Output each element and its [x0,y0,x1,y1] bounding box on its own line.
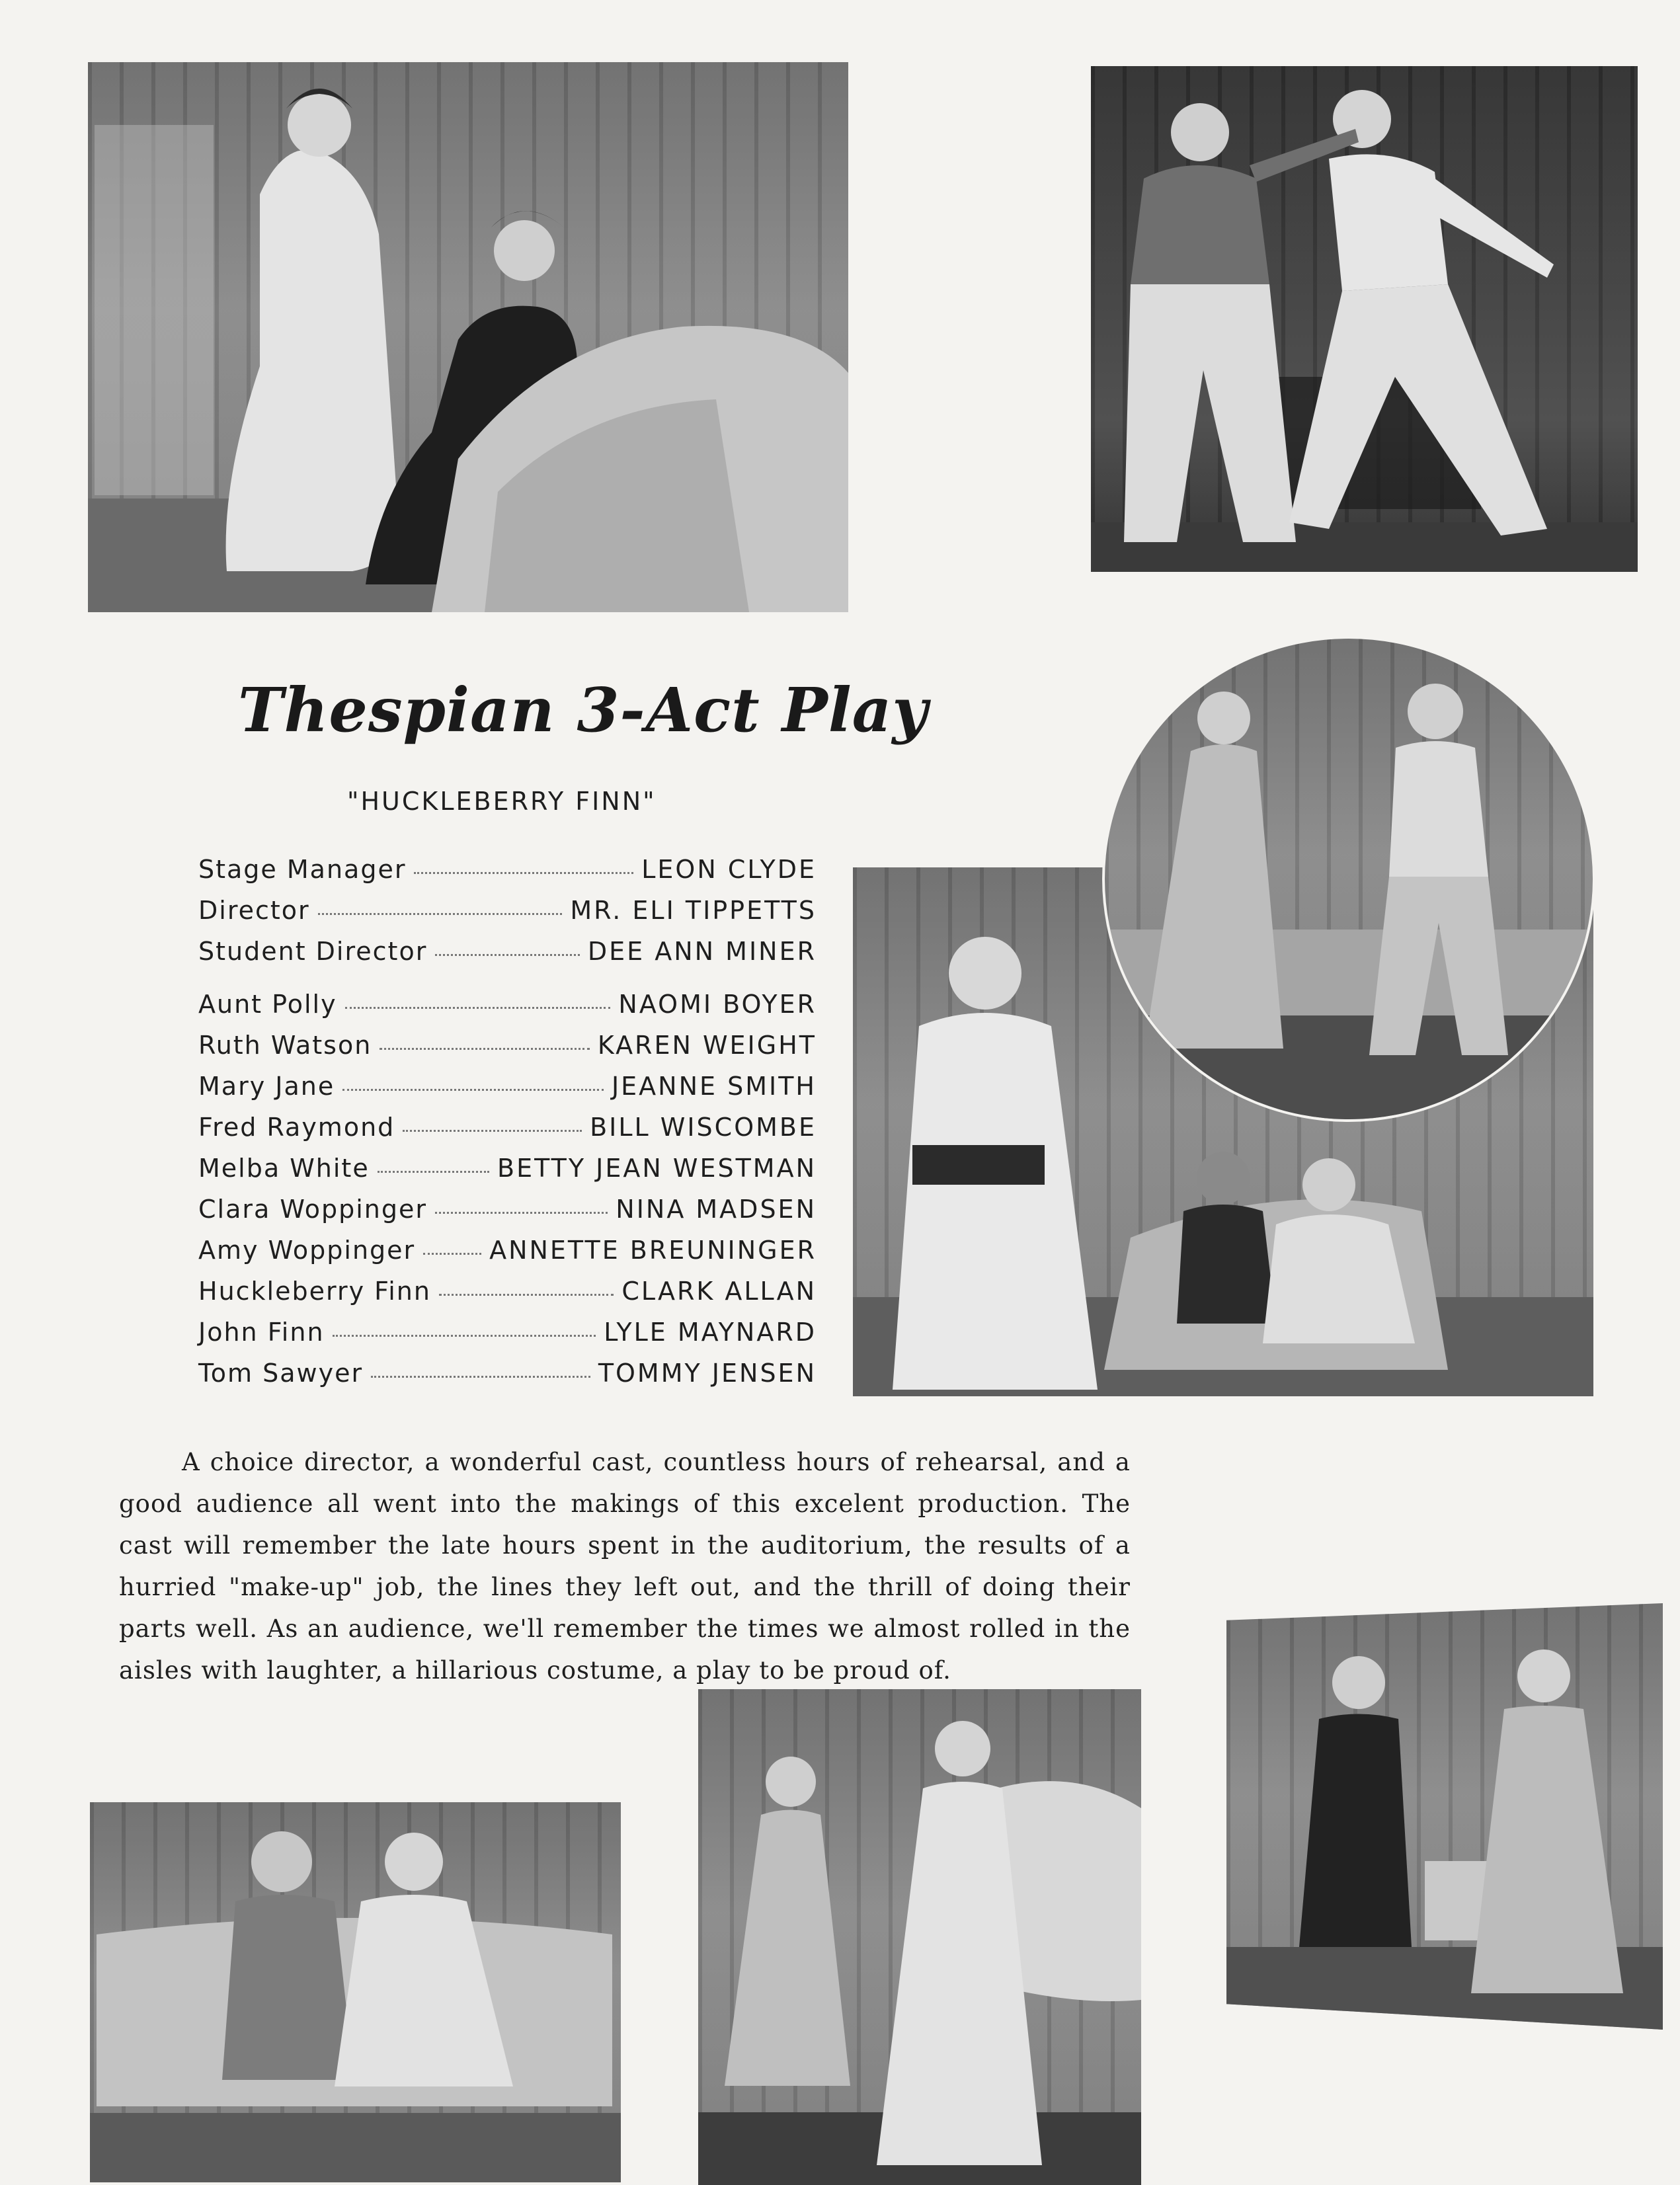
cast-row [198,1277,817,1310]
photo-two-seated-women [90,1802,621,2182]
crew-name: LEON CLYDE [641,855,817,884]
leader-dots [414,872,633,874]
photo-stage-fight [1091,66,1638,572]
crew-row [198,855,817,888]
cast-row [198,990,817,1023]
photo-two-women-standing [698,1689,1141,2185]
cast-name: TOMMY JENSEN [598,1359,817,1388]
leader-dots [423,1253,481,1255]
cast-role: Melba White [198,1154,370,1183]
photo-circle-couple [1102,636,1595,1122]
crew-row [198,896,817,929]
cast-role: Aunt Polly [198,990,337,1019]
cast-row [198,1195,817,1228]
leader-dots [380,1048,590,1050]
crew-role: Stage Manager [198,855,407,884]
cast-role: Tom Sawyer [198,1359,364,1388]
cast-row [198,1113,817,1146]
page-title: Thespian 3-Act Play [238,674,928,746]
crew-name: MR. ELI TIPPETTS [570,896,817,925]
cast-name: BETTY JEAN WESTMAN [497,1154,817,1183]
leader-dots [378,1171,489,1173]
leader-dots [318,913,563,915]
cast-name: BILL WISCOMBE [590,1113,817,1142]
photo-two-women-dresses [1226,1603,1663,2030]
cast-name: NINA MADSEN [616,1195,817,1224]
crew-role: Student Director [198,937,428,966]
cast-role: Mary Jane [198,1072,335,1101]
leader-dots [333,1335,596,1337]
leader-dots [345,1007,611,1009]
cast-name: LYLE MAYNARD [604,1318,817,1347]
cast-row [198,1236,817,1269]
crew-row [198,937,817,970]
leader-dots [371,1376,590,1378]
leader-dots [439,1294,614,1296]
cast-role: Huckleberry Finn [198,1277,431,1306]
cast-name: NAOMI BOYER [618,990,817,1019]
cast-row [198,1072,817,1105]
cast-role: John Finn [198,1318,325,1347]
leader-dots [435,1212,608,1214]
cast-row [198,1154,817,1187]
cast-name: ANNETTE BREUNINGER [489,1236,817,1265]
cast-name: JEANNE SMITH [611,1072,817,1101]
cast-row [198,1359,817,1392]
cast-role: Amy Woppinger [198,1236,416,1265]
cast-row [198,1318,817,1351]
cast-name: CLARK ALLAN [621,1277,817,1306]
play-subtitle: "HUCKLEBERRY FINN" [347,787,657,816]
crew-role: Director [198,896,310,925]
photo-two-women-sofa [88,62,848,612]
cast-role: Ruth Watson [198,1031,372,1060]
cast-role: Fred Raymond [198,1113,395,1142]
cast-role: Clara Woppinger [198,1195,427,1224]
leader-dots [403,1130,582,1132]
leader-dots [435,954,580,956]
description-paragraph: A choice director, a wonderful cast, countless hours of rehearsal, and a good audience all went into the makings of this excelent production. The cast will remember the late hours spent in the auditorium, the results of a hurried "make-up" job, the lines they left out, and the thrill of doing their parts well. As an audience, we'll remember the times we almost rolled in the aisles with laughter, a hillarious costume, a play to be proud of. [119,1448,1131,1685]
crew-name: DEE ANN MINER [587,937,817,966]
leader-dots [342,1089,604,1091]
cast-name: KAREN WEIGHT [597,1031,817,1060]
cast-row [198,1031,817,1064]
